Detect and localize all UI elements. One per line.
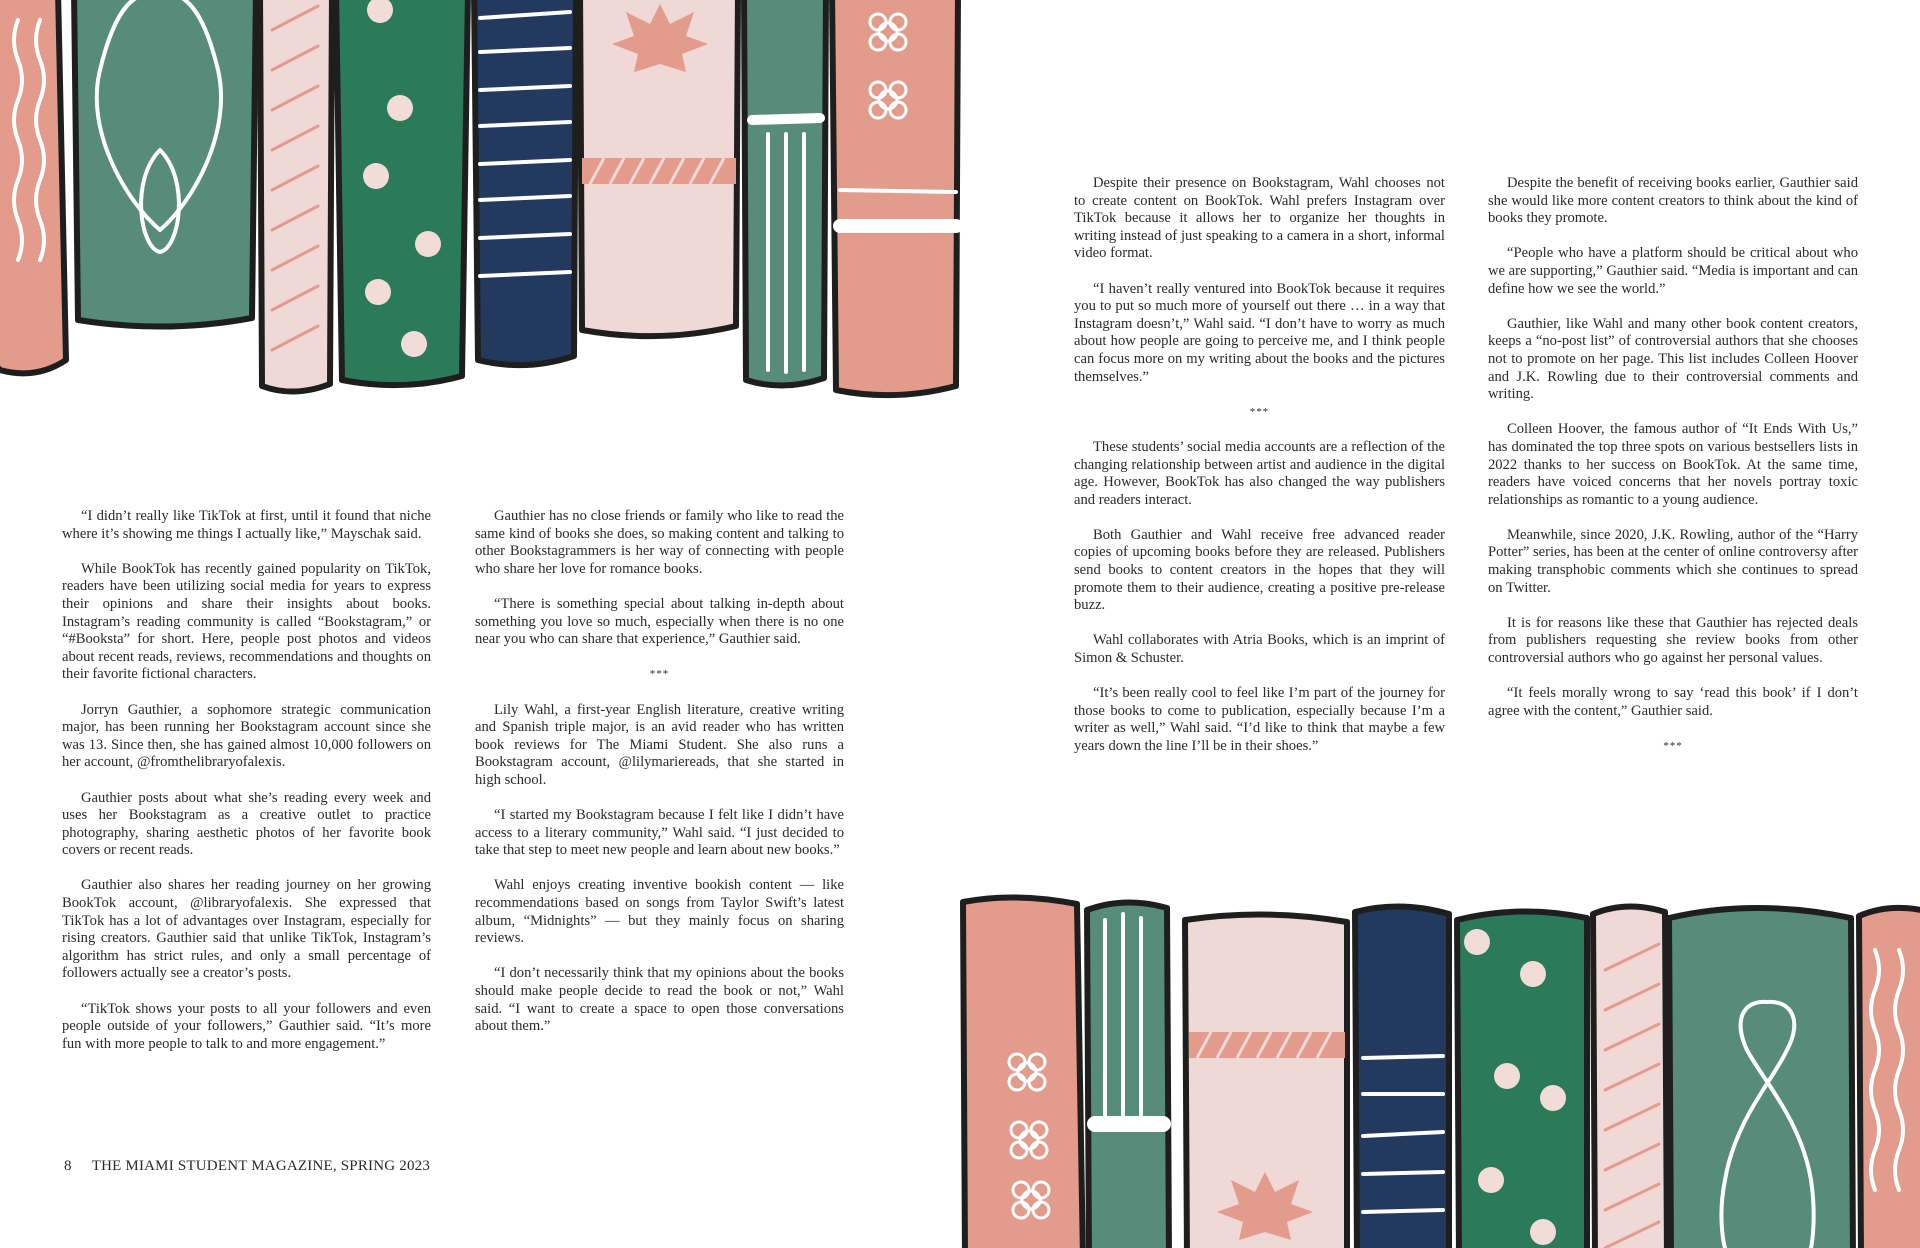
paragraph: Gauthier, like Wahl and many other book content creators, keeps a “no-post list” of controversial authors that she chooses not to promote on her page. This list includes Colleen Hoover and J.K. Rowling due to their controversial comments and writing. <box>1488 315 1858 403</box>
paragraph: Lily Wahl, a first-year English literature, creative writing and Spanish triple major, is an avid reader who has written book reviews for The Miami Student. She also runs a Bookstagram account, @lilymariereads, that she started in high school. <box>475 701 844 788</box>
book-spine <box>1087 902 1169 1248</box>
book-spine <box>1355 906 1449 1248</box>
paragraph: Wahl enjoys creating inventive bookish content — like recommendations based on songs from Taylor Swift’s latest album, “Midnights” — but they mainly focus on sharing reviews. <box>475 877 844 947</box>
section-separator: *** <box>1663 740 1683 752</box>
paragraph: It is for reasons like these that Gauthier has rejected deals from publishers requesting she review books from other controversial authors who go against her personal values. <box>1488 614 1858 667</box>
paragraph: “TikTok shows your posts to all your followers and even people outside of your followers,” Gauthier said. “It’s more fun with more people to talk to and more engagement.” <box>62 1000 431 1052</box>
section-separator: *** <box>649 668 670 681</box>
paragraph: “It’s been really cool to feel like I’m part of the journey for those books to come to publication, especially because I’m a writer as well,” Wahl said. “I’d like to think that maybe a few years down the line I’ll be in their shoes.” <box>1074 685 1445 754</box>
paragraph: Jorryn Gauthier, a sophomore strategic communication major, has been running her Bookstagram account since she was 13. Since then, she has gained almost 10,000 followers on her account, @fromthelibraryofalexis. <box>62 701 431 771</box>
article-column-3 <box>1074 175 1445 773</box>
paragraph: Gauthier has no close friends or family who like to read the same kind of books she does, so making content and talking to other Bookstagrammers is her way of connecting with people who share her love for romance books. <box>475 508 844 577</box>
book-spine <box>0 0 66 373</box>
bookshelf-bottom-illustration <box>955 890 1920 1248</box>
book-spine <box>1859 908 1920 1248</box>
book-spine <box>1457 911 1587 1248</box>
paragraph: “People who have a platform should be critical about who we are supporting,” Gauthier said. “Media is important and can define how we see the world.” <box>1488 245 1858 297</box>
paragraph: Both Gauthier and Wahl receive free advanced reader copies of upcoming books before they are released. Publishers send books to content creators in the hopes that they will promote them to their audience, creating a positive pre-release buzz. <box>1074 526 1445 614</box>
paragraph: “There is something special about talking in-depth about something you love so much, especially when there is no one near you who can share that experience,” Gauthier said. <box>475 595 844 648</box>
article-column-4 <box>1488 175 1858 773</box>
page-footer <box>64 1158 430 1175</box>
paragraph: These students’ social media accounts are a reflection of the changing relationship between artist and audience in the digital age. However, BookTok has also changed the way publishers and readers interact. <box>1074 438 1445 508</box>
article-column-1 <box>62 508 431 1071</box>
book-spine <box>474 0 576 365</box>
article-column-2 <box>475 508 844 1053</box>
bookshelf-top-illustration <box>0 0 965 405</box>
paragraph: Gauthier also shares her reading journey on her growing BookTok account, @libraryofalexis. She expressed that TikTok has a lot of advantages over Instagram, especially for rising creators. Gauthier said that unlike TikTok, Instagram’s algorithm has strict rules, and only a small percentage of followers actually see a creator’s posts. <box>62 877 431 982</box>
paragraph: While BookTok has recently gained popularity on TikTok, readers have been utilizing social media for years to express their opinions and share their insights about books. Instagram’s reading community is called “Bookstagram,” or “#Booksta” for short. Here, people post photos and videos about recent reads, reviews, recommendations and thoughts on their favorite fictional characters. <box>62 560 431 683</box>
paragraph: “I started my Bookstagram because I felt like I didn’t have access to a literary community,” Wahl said. “I just decided to take that step to meet new people and learn about new books.” <box>475 807 844 859</box>
book-spine <box>336 0 468 385</box>
paragraph: Meanwhile, since 2020, J.K. Rowling, author of the “Harry Potter” series, has been at the center of online controversy after making transphobic comments which she continues to spread on Twitter. <box>1488 526 1858 596</box>
page-number: 8 <box>64 1158 72 1174</box>
paragraph: Wahl collaborates with Atria Books, which is an imprint of Simon & Schuster. <box>1074 632 1445 667</box>
paragraph: Colleen Hoover, the famous author of “It Ends With Us,” has dominated the top three spots on various bestsellers lists in 2022 thanks to her success on BookTok. At the same time, readers have voiced concerns that her novels portray toxic relationships as romantic to a young audience. <box>1488 421 1858 508</box>
paragraph: “I didn’t really like TikTok at first, until it found that niche where it’s showing me things I actually like,” Mayschak said. <box>62 508 431 542</box>
publication-title: THE MIAMI STUDENT MAGAZINE, SPRING 2023 <box>91 1158 431 1174</box>
paragraph: Despite the benefit of receiving books earlier, Gauthier said she would like more content creators to think about the kind of books they promote. <box>1488 175 1858 227</box>
book-spine <box>74 0 256 327</box>
paragraph: “I don’t necessarily think that my opinions about the books should make people decide to read the book or not,” Wahl said. “I want to create a space to open those conversations about them.” <box>475 965 844 1035</box>
paragraph: Gauthier posts about what she’s reading every week and uses her Bookstagram as a creative outlet to practice photography, sharing aesthetic photos of her favorite book covers or recent reads. <box>62 789 431 859</box>
book-spine <box>1669 908 1853 1248</box>
paragraph: “I haven’t really ventured into BookTok because it requires you to put so much more of yourself out there … in a way that Instagram doesn’t,” Wahl said. “I don’t have to worry as much about how people are going to perceive me, and I think people can focus more on my writing about the books and the pictures themselves.” <box>1074 280 1445 385</box>
paragraph: “It feels morally wrong to say ‘read this book’ if I don’t agree with the content,” Gauthier said. <box>1488 685 1858 719</box>
section-separator: *** <box>1249 405 1270 418</box>
book-spine <box>832 0 958 395</box>
paragraph: Despite their presence on Bookstagram, Wahl chooses not to create content on BookTok. Wahl prefers Instagram over TikTok because it allows her to organize her thoughts in writing instead of just speaking to a camera in a short, informal video format. <box>1074 175 1445 262</box>
